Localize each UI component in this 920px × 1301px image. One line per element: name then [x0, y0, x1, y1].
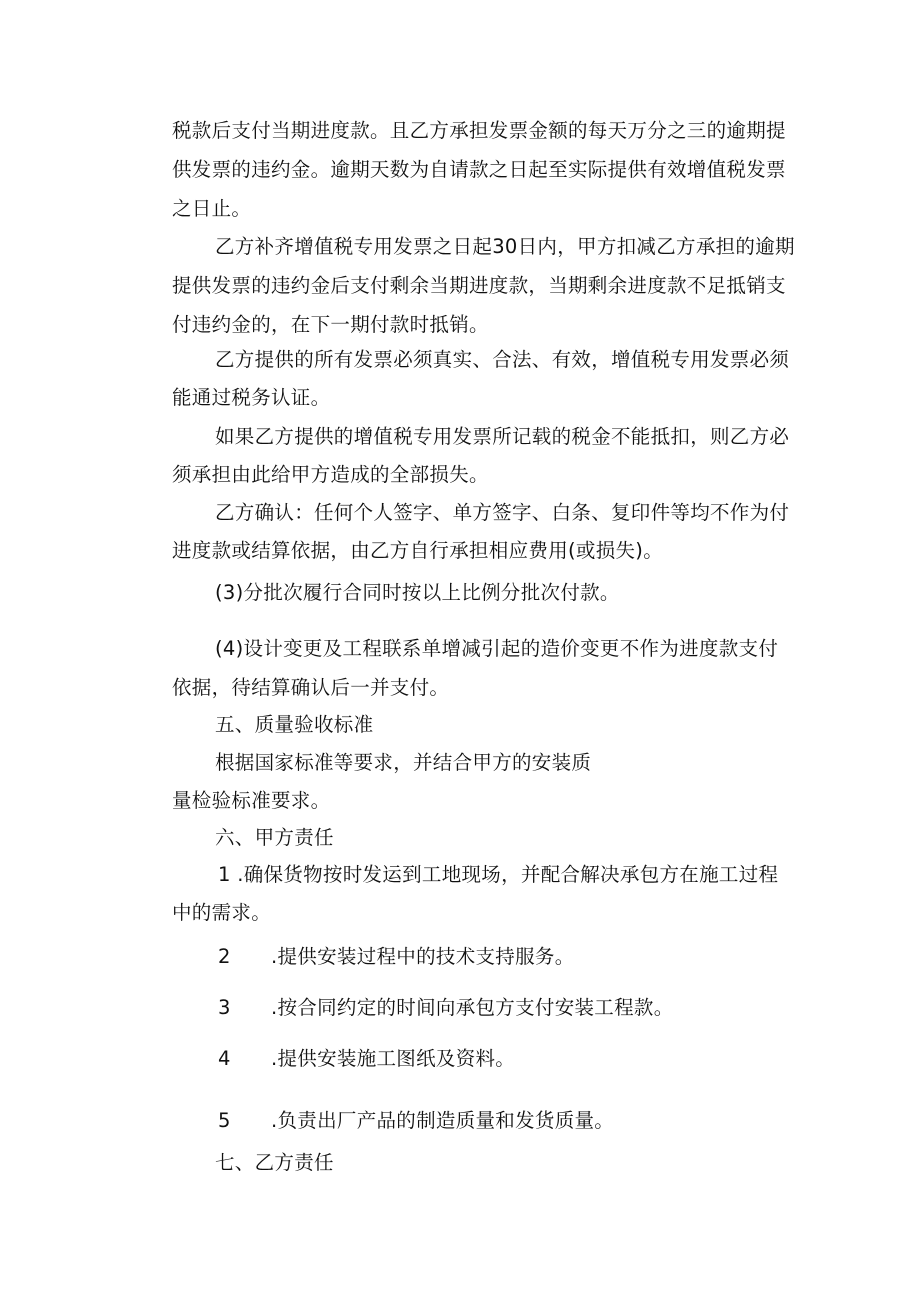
paragraph-line: 税款后支付当期进度款。且乙方承担发票金额的每天万分之三的逾期提: [172, 119, 786, 142]
paragraph-line: 量检验标准要求。: [172, 789, 331, 812]
list-item: .提供安装施工图纸及资料。: [271, 1047, 516, 1070]
paragraph-line: 之日止。: [172, 197, 252, 220]
paragraph-line: 乙方确认：任何个人签字、单方签字、白条、复印件等均不作为付: [215, 501, 790, 524]
list-item: .提供安装过程中的技术支持服务。: [271, 945, 575, 968]
list-item-number: 5: [218, 1109, 231, 1132]
section-heading: 六、甲方责任: [215, 826, 334, 849]
paragraph-line: 供发票的违约金。逾期天数为自请款之日起至实际提供有效增值税发票: [172, 158, 786, 181]
paragraph-line: 能通过税务认证。: [172, 386, 331, 409]
list-item: 1 .确保货物按时发运到工地现场，并配合解决承包方在施工过程: [218, 863, 779, 886]
list-item: 中的需求。: [172, 901, 272, 924]
section-heading: 五、质量验收标准: [215, 713, 374, 736]
paragraph-line: 如果乙方提供的增值税专用发票所记载的税金不能抵扣，则乙方必: [215, 425, 790, 448]
list-item-number: 3: [218, 996, 231, 1019]
paragraph-line: (4)设计变更及工程联系单增减引起的造价变更不作为进度款支付: [215, 637, 779, 660]
section-heading: 七、乙方责任: [215, 1151, 334, 1174]
paragraph-line: 须承担由此给甲方造成的全部损失。: [172, 463, 489, 486]
paragraph-line: 根据国家标准等要求，并结合甲方的安装质: [215, 751, 592, 774]
list-item-number: 2: [218, 945, 231, 968]
paragraph-line: 乙方提供的所有发票必须真实、合法、有效，增值税专用发票必须: [215, 348, 790, 371]
paragraph-line: 依据，待结算确认后一并支付。: [172, 676, 450, 699]
list-item: .负责出厂产品的制造质量和发货质量。: [271, 1109, 615, 1132]
list-item: .按合同约定的时间向承包方支付安装工程款。: [271, 996, 674, 1019]
paragraph-line: (3)分批次履行合同时按以上比例分批次付款。: [215, 581, 620, 604]
paragraph-line: 乙方补齐增值税专用发票之日起30日内，甲方扣减乙方承担的逾期: [215, 235, 795, 258]
paragraph-line: 付违约金的，在下一期付款时抵销。: [172, 313, 489, 336]
paragraph-line: 提供发票的违约金后支付剩余当期进度款，当期剩余进度款不足抵销支: [172, 274, 786, 297]
paragraph-line: 进度款或结算依据，由乙方自行承担相应费用(或损失)。: [172, 539, 664, 562]
list-item-number: 4: [218, 1047, 231, 1070]
